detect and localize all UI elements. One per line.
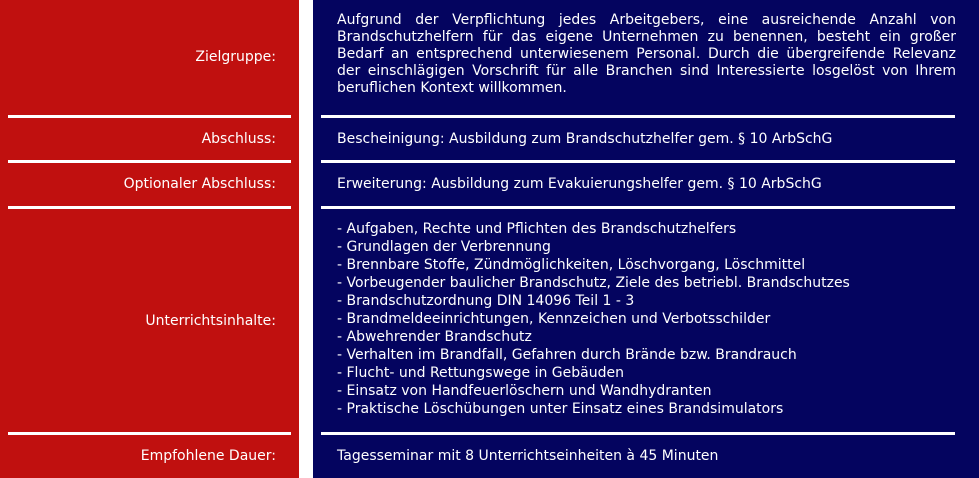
label-target-group: Zielgruppe: <box>195 48 276 65</box>
course-topic-item: - Flucht- und Rettungswege in Gebäuden <box>337 365 624 381</box>
value-course-content <box>337 220 956 420</box>
course-topic-item: - Abwehrender Brandschutz <box>337 329 532 345</box>
label-optional-certificate: Optionaler Abschluss: <box>123 176 276 192</box>
course-topic-item: - Vorbeugender baulicher Brandschutz, Ziele des betriebl. Brandschutzes <box>337 275 850 291</box>
course-topic-item: - Brandschutzordnung DIN 14096 Teil 1 - 3 <box>337 293 635 309</box>
course-topic-list <box>337 220 850 418</box>
label-course-content: Unterrichtsinhalte: <box>145 312 276 329</box>
course-topic-item: - Grundlagen der Verbrennung <box>337 239 551 255</box>
course-topic-item: - Praktische Löschübungen unter Einsatz eines Brandsimulators <box>337 401 784 417</box>
value-target-group: Aufgrund der Verpflichtung jedes Arbeitgebers, eine ausreichende Anzahl von Brandschutzhelfern für das eigene Unternehmen zu benennen, besteht ein großer Bedarf an entsprechend unterwiesenem Personal. Durch die übergreifende Relevanz der einschlägigen Vorschrift für alle Branchen sind Interessierte losgelöst von Ihrem beruflichen Kontext willkommen. <box>337 12 956 96</box>
course-topic-item: - Verhalten im Brandfall, Gefahren durch Brände bzw. Brandrauch <box>337 347 797 363</box>
value-certificate: Bescheinigung: Ausbildung zum Brandschutzhelfer gem. § 10 ArbSchG <box>337 130 833 147</box>
course-topic-item: - Aufgaben, Rechte und Pflichten des Brandschutzhelfers <box>337 221 737 237</box>
course-topic-item: - Brennbare Stoffe, Zündmöglichkeiten, Löschvorgang, Löschmittel <box>337 257 806 273</box>
row-divider-right <box>321 206 955 209</box>
label-duration: Empfohlene Dauer: <box>140 448 276 464</box>
label-certificate: Abschluss: <box>201 130 276 147</box>
value-duration: Tagesseminar mit 8 Unterrichtseinheiten à 45 Minuten <box>337 448 719 464</box>
value-optional-certificate: Erweiterung: Ausbildung zum Evakuierungshelfer gem. § 10 ArbSchG <box>337 176 822 192</box>
course-topic-item: - Brandmeldeeinrichtungen, Kennzeichen und Verbotsschilder <box>337 311 771 327</box>
course-topic-item: - Einsatz von Handfeuerlöschern und Wandhydranten <box>337 383 712 399</box>
